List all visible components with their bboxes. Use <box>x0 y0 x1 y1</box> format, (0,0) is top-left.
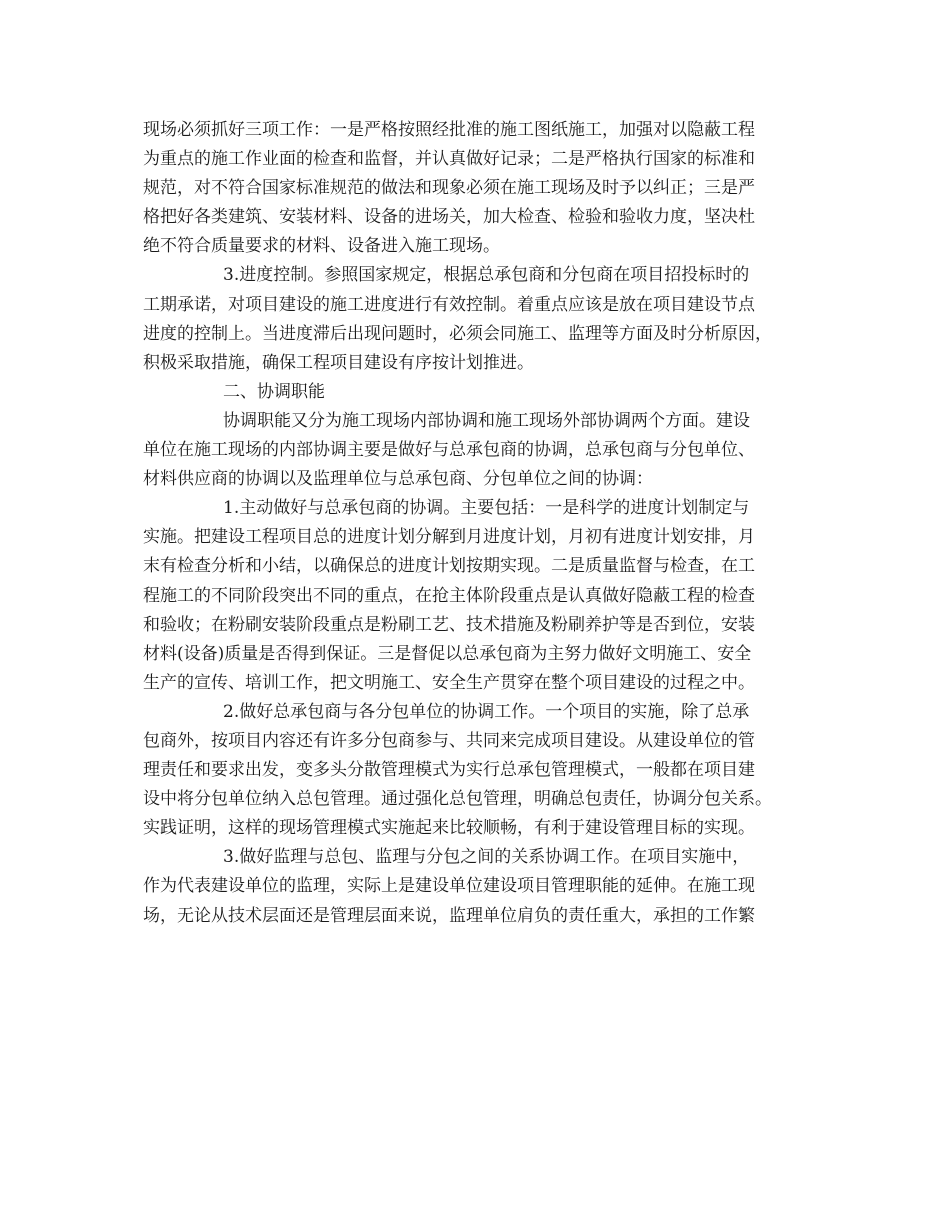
text-line: 场，无论从技术层面还是管理层面来说，监理单位肩负的责任重大，承担的工作繁 <box>143 905 755 926</box>
text-line: 积极采取措施，确保工程项目建设有序按计划推进。 <box>143 352 534 373</box>
text-line: 理责任和要求出发，变多头分散管理模式为实行总承包管理模式，一般都在项目建 <box>143 760 755 781</box>
text-line: 生产的宣传、培训工作，把文明施工、安全生产贯穿在整个项目建设的过程之中。 <box>143 672 755 693</box>
text-line: 实践证明，这样的现场管理模式实施起来比较顺畅，有利于建设管理目标的实现。 <box>143 818 755 839</box>
paragraph-first-line: 3.进度控制。参照国家规定，根据总承包商和分包商在项目招投标时的 <box>223 265 750 286</box>
text-line: 进度的控制上。当进度滞后出现问题时，必须会同施工、监理等方面及时分析原因， <box>143 323 772 344</box>
text-line: 绝不符合质量要求的材料、设备进入施工现场。 <box>143 236 500 257</box>
text-line: 作为代表建设单位的监理，实际上是建设单位建设项目管理职能的延伸。在施工现 <box>143 876 755 897</box>
text-line: 材料供应商的协调以及监理单位与总承包商、分包单位之间的协调： <box>143 469 653 490</box>
text-line: 末有检查分析和小结，以确保总的进度计划按期实现。二是质量监督与检查，在工 <box>143 556 755 577</box>
paragraph-first-line: 协调职能又分为施工现场内部协调和施工现场外部协调两个方面。建设 <box>223 410 750 431</box>
text-line: 现场必须抓好三项工作：一是严格按照经批准的施工图纸施工，加强对以隐蔽工程 <box>143 120 755 140</box>
text-line: 为重点的施工作业面的检查和监督，并认真做好记录；二是严格执行国家的标准和 <box>143 149 755 170</box>
text-line: 单位在施工现场的内部协调主要是做好与总承包商的协调，总承包商与分包单位、 <box>143 440 755 461</box>
paragraph-first-line: 2.做好总承包商与各分包单位的协调工作。一个项目的实施，除了总承 <box>223 701 750 722</box>
paragraph-first-line: 1.主动做好与总承包商的协调。主要包括：一是科学的进度计划制定与 <box>223 498 750 519</box>
text-line: 和验收；在粉刷安装阶段重点是粉刷工艺、技术措施及粉刷养护等是否到位，安装 <box>143 614 755 635</box>
document-body <box>143 116 823 931</box>
text-line: 包商外，按项目内容还有许多分包商参与、共同来完成项目建设。从建设单位的管 <box>143 730 755 751</box>
text-line: 规范，对不符合国家标准规范的做法和现象必须在施工现场及时予以纠正；三是严 <box>143 178 755 199</box>
text-line: 工期承诺，对项目建设的施工进度进行有效控制。着重点应该是放在项目建设节点 <box>143 294 755 315</box>
text-line: 设中将分包单位纳入总包管理。通过强化总包管理，明确总包责任，协调分包关系。 <box>143 789 772 810</box>
paragraph-first-line: 二、协调职能 <box>223 381 325 402</box>
text-line: 格把好各类建筑、安装材料、设备的进场关，加大检查、检验和验收力度，坚决杜 <box>143 207 755 228</box>
text-line: 程施工的不同阶段突出不同的重点，在抢主体阶段重点是认真做好隐蔽工程的检查 <box>143 585 755 606</box>
text-line: 实施。把建设工程项目总的进度计划分解到月进度计划，月初有进度计划安排，月 <box>143 527 755 548</box>
paragraph-first-line: 3.做好监理与总包、监理与分包之间的关系协调工作。在项目实施中， <box>223 847 750 868</box>
text-line: 材料(设备)质量是否得到保证。三是督促以总承包商为主努力做好文明施工、安全 <box>143 643 752 664</box>
